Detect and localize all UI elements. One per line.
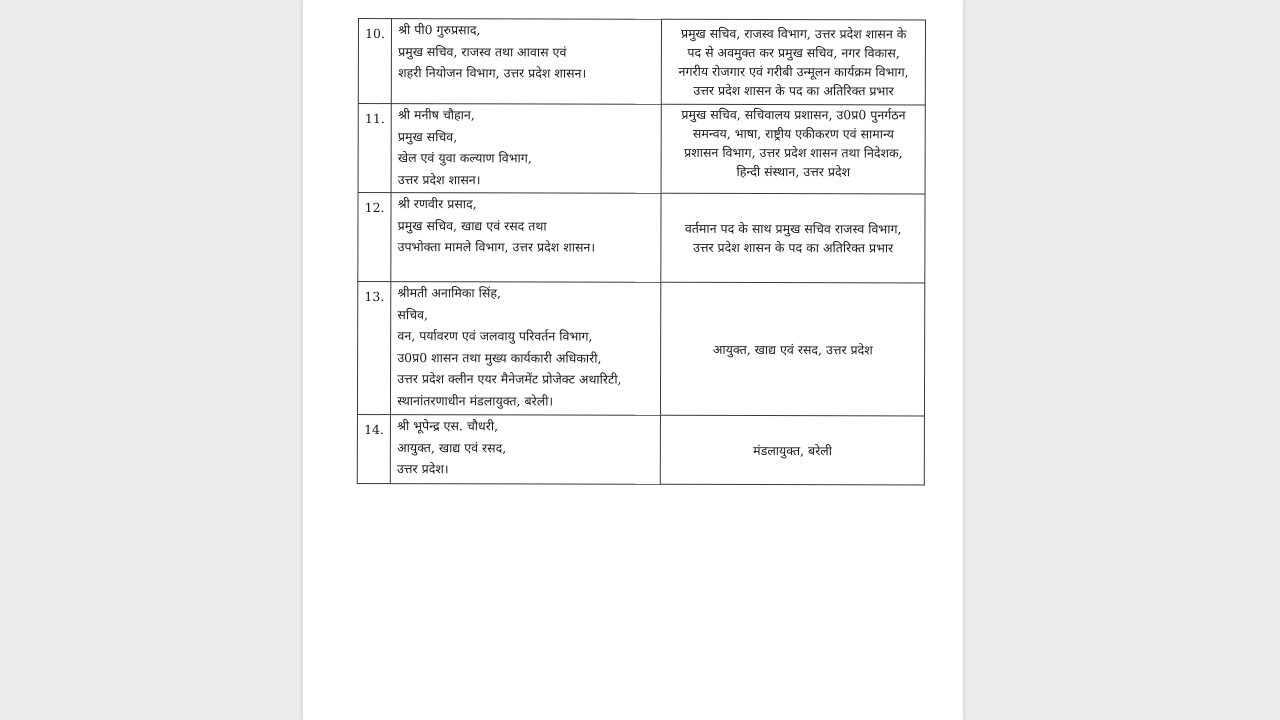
table-row: [358, 193, 925, 283]
name-line: उपभोक्ता मामले विभाग, उत्तर प्रदेश शासन।: [397, 239, 596, 255]
officer-details: [391, 19, 661, 105]
posting-line: वर्तमान पद के साथ प्रमुख सचिव राजस्व विभाग,: [684, 220, 902, 237]
table-row: [358, 104, 925, 194]
name-line: उत्तर प्रदेश।: [397, 461, 449, 477]
posting-line: प्रमुख सचिव, राजस्व विभाग, उत्तर प्रदेश शासन के: [680, 25, 907, 42]
row-number: 12.: [358, 193, 391, 282]
name-line: प्रमुख सचिव, खाद्य एवं रसद तथा: [397, 217, 547, 233]
new-posting: [661, 415, 925, 485]
name-line: श्रीमती अनामिका सिंह,: [397, 285, 501, 301]
table-row: [357, 414, 924, 484]
table-row: [357, 282, 924, 416]
row-number: 10.: [358, 19, 391, 104]
name-line: उत्तर प्रदेश क्लीन एयर मैनेजमेंट प्रोजेक्ट अथारिटी,: [397, 371, 622, 387]
name-line: प्रमुख सचिव, राजस्व तथा आवास एवं: [398, 43, 567, 60]
posting-line: प्रमुख सचिव, सचिवालय प्रशासन, उ0प्र0 पुनर्गठन: [681, 106, 906, 123]
new-posting: [662, 104, 926, 194]
table-row: [358, 19, 925, 105]
row-number: 13.: [357, 282, 391, 415]
officer-details: [391, 193, 661, 283]
posting-line: उत्तर प्रदेश शासन के पद का अतिरिक्त प्रभार: [692, 239, 894, 256]
officer-details: [391, 282, 662, 416]
row-number: 14.: [357, 414, 390, 483]
document-page: [303, 0, 963, 720]
new-posting: [661, 193, 925, 283]
new-posting: [661, 282, 925, 416]
posting-line: पद से अवमुक्त कर प्रमुख सचिव, नगर विकास,: [687, 44, 900, 61]
name-line: श्री भूपेन्द्र एस. चौधरी,: [397, 418, 499, 434]
officer-details: [391, 104, 661, 194]
posting-line: प्रशासन विभाग, उत्तर प्रदेश शासन तथा निदेशक,: [684, 144, 903, 161]
name-line: श्री पी0 गुरुप्रसाद,: [398, 22, 481, 38]
posting-line: हिन्दी संस्थान, उत्तर प्रदेश: [736, 163, 851, 180]
name-line: श्री मनीष चौहान,: [397, 107, 475, 123]
officer-details: [390, 415, 660, 485]
name-line: वन, पर्यावरण एवं जलवायु परिवर्तन विभाग,: [397, 328, 593, 344]
posting-line: समन्वय, भाषा, राष्ट्रीय एकीकरण एवं सामान्य: [692, 125, 894, 142]
name-line: उत्तर प्रदेश शासन।: [397, 171, 481, 187]
name-line: उ0प्र0 शासन तथा मुख्य कार्यकारी अधिकारी,: [397, 349, 602, 366]
name-line: सचिव,: [397, 306, 429, 322]
name-line: स्थानांतरणाधीन मंडलायुक्त, बरेली।: [397, 392, 554, 409]
posting-line: नगरीय रोजगार एवं गरीबी उन्मूलन कार्यक्रम विभाग,: [678, 63, 909, 80]
posting-line: उत्तर प्रदेश शासन के पद का अतिरिक्त प्रभार: [693, 82, 894, 99]
new-posting: [662, 19, 926, 105]
posting-line: मंडलायुक्त, बरेली: [753, 442, 833, 458]
name-line: खेल एवं युवा कल्याण विभाग,: [397, 150, 532, 166]
name-line: शहरी नियोजन विभाग, उत्तर प्रदेश शासन।: [398, 65, 587, 81]
transfer-table: [357, 18, 926, 485]
row-number: 11.: [358, 104, 391, 193]
name-line: श्री रणवीर प्रसाद,: [397, 196, 477, 212]
posting-line: आयुक्त, खाद्य एवं रसद, उत्तर प्रदेश: [712, 341, 873, 357]
name-line: प्रमुख सचिव,: [397, 128, 458, 144]
name-line: आयुक्त, खाद्य एवं रसद,: [397, 439, 507, 455]
